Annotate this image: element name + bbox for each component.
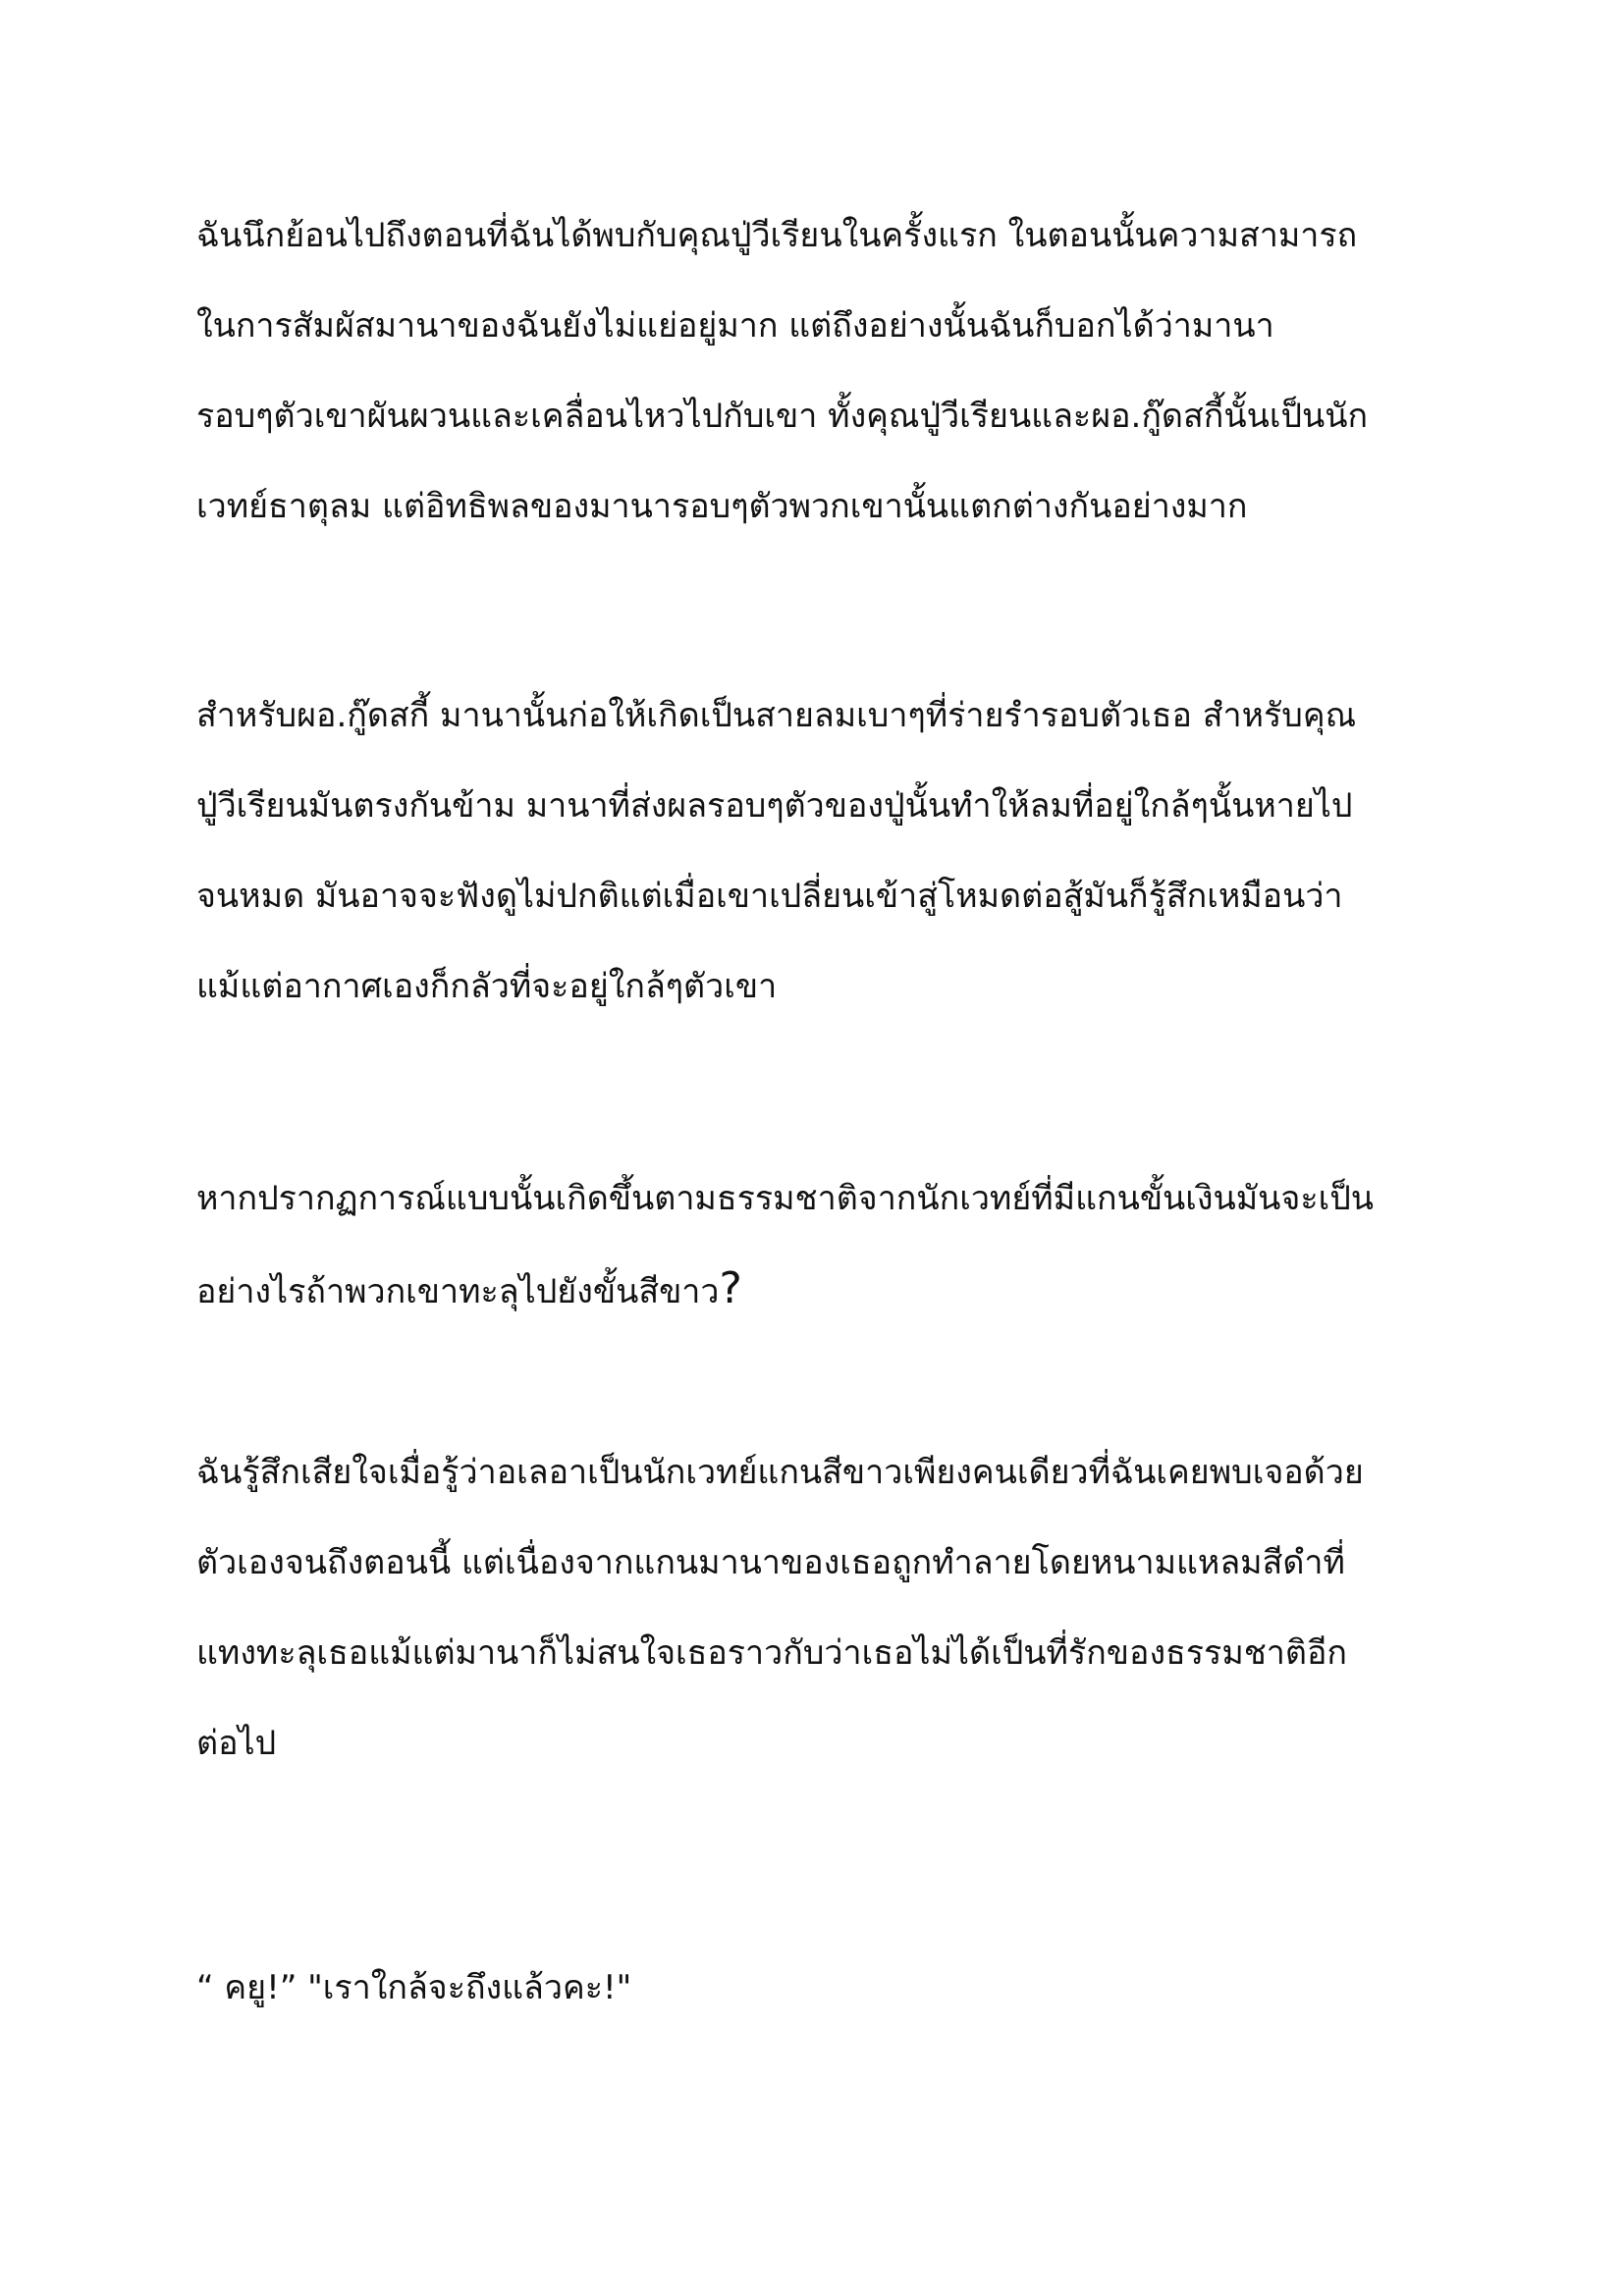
paragraph-3-line-2-text: อย่างไรถ้าพวกเขาทะลุไปยังขั้นสีขาว xyxy=(196,1272,720,1311)
paragraph-5-line-1: “ คยู!” "เราใกล้จะถึงแล้วคะ!" xyxy=(196,1968,632,2007)
paragraph-1-line-4: เวทย์ธาตุลม แต่อิทธิพลของมานารอบๆตัวพวกเขานั้นแตกต่างกันอย่างมาก xyxy=(196,487,1248,526)
paragraph-4-line-4: ต่อไป xyxy=(196,1724,277,1763)
paragraph-2-line-3: จนหมด มันอาจจะฟังดูไม่ปกติแต่เมื่อเขาเปลี่ยนเข้าสู่โหมดต่อสู้มันก็รู้สึกเหมือนว่า xyxy=(196,877,1343,916)
paragraph-1-line-1: ฉันนึกย้อนไปถึงตอนที่ฉันได้พบกับคุณปู่วีเรียนในครั้งแรก ในตอนนั้นความสามารถ xyxy=(196,216,1358,255)
paragraph-4 xyxy=(196,1427,1473,1789)
paragraph-2-line-1: สำหรับผอ.กู๊ดสกี้ มานานั้นก่อให้เกิดเป็นสายลมเบาๆที่ร่ายรำรอบตัวเธอ สำหรับคุณ xyxy=(196,696,1357,735)
paragraph-5 xyxy=(196,1943,1473,2033)
paragraph-4-line-1: ฉันรู้สึกเสียใจเมื่อรู้ว่าอเลอาเป็นนักเวทย์แกนสีขาวเพียงคนเดียวที่ฉันเคยพบเจอด้วย xyxy=(196,1453,1364,1492)
paragraph-4-line-2: ตัวเองจนถึงตอนนี้ แต่เนื่องจากแกนมานาของเธอถูกทำลายโดยหนามแหลมสีดำที่ xyxy=(196,1543,1345,1582)
question-mark: ? xyxy=(719,1263,742,1313)
paragraph-2 xyxy=(196,670,1473,1032)
paragraph-3-line-2 xyxy=(196,1244,1473,1334)
paragraph-1-line-2: ในการสัมผัสมานาของฉันยังไม่แย่อยู่มาก แต่ถึงอย่างนั้นฉันก็บอกได้ว่ามานา xyxy=(196,306,1274,346)
paragraph-1-line-3: รอบๆตัวเขาผันผวนและเคลื่อนไหวไปกับเขา ทั้งคุณปู่วีเรียนและผอ.กู๊ดสกี้นั้นเป็นนัก xyxy=(196,397,1369,436)
paragraph-2-line-2: ปู่วีเรียนมันตรงกันข้าม มานาที่ส่งผลรอบๆตัวของปู่นั้นทำให้ลมที่อยู่ใกล้ๆนั้นหายไป xyxy=(196,786,1353,826)
paragraph-3 xyxy=(196,1153,1473,1334)
paragraph-4-line-3: แทงทะลุเธอแม้แต่มานาก็ไม่สนใจเธอราวกับว่าเธอไม่ได้เป็นที่รักของธรรมชาติอีก xyxy=(196,1633,1347,1673)
paragraph-1 xyxy=(196,190,1473,552)
paragraph-2-line-4: แม้แต่อากาศเองก็กลัวที่จะอยู่ใกล้ๆตัวเขา xyxy=(196,967,778,1006)
paragraph-3-line-1: หากปรากฏการณ์แบบนั้นเกิดขึ้นตามธรรมชาติจากนักเวทย์ที่มีแกนขั้นเงินมันจะเป็น xyxy=(196,1179,1375,1218)
